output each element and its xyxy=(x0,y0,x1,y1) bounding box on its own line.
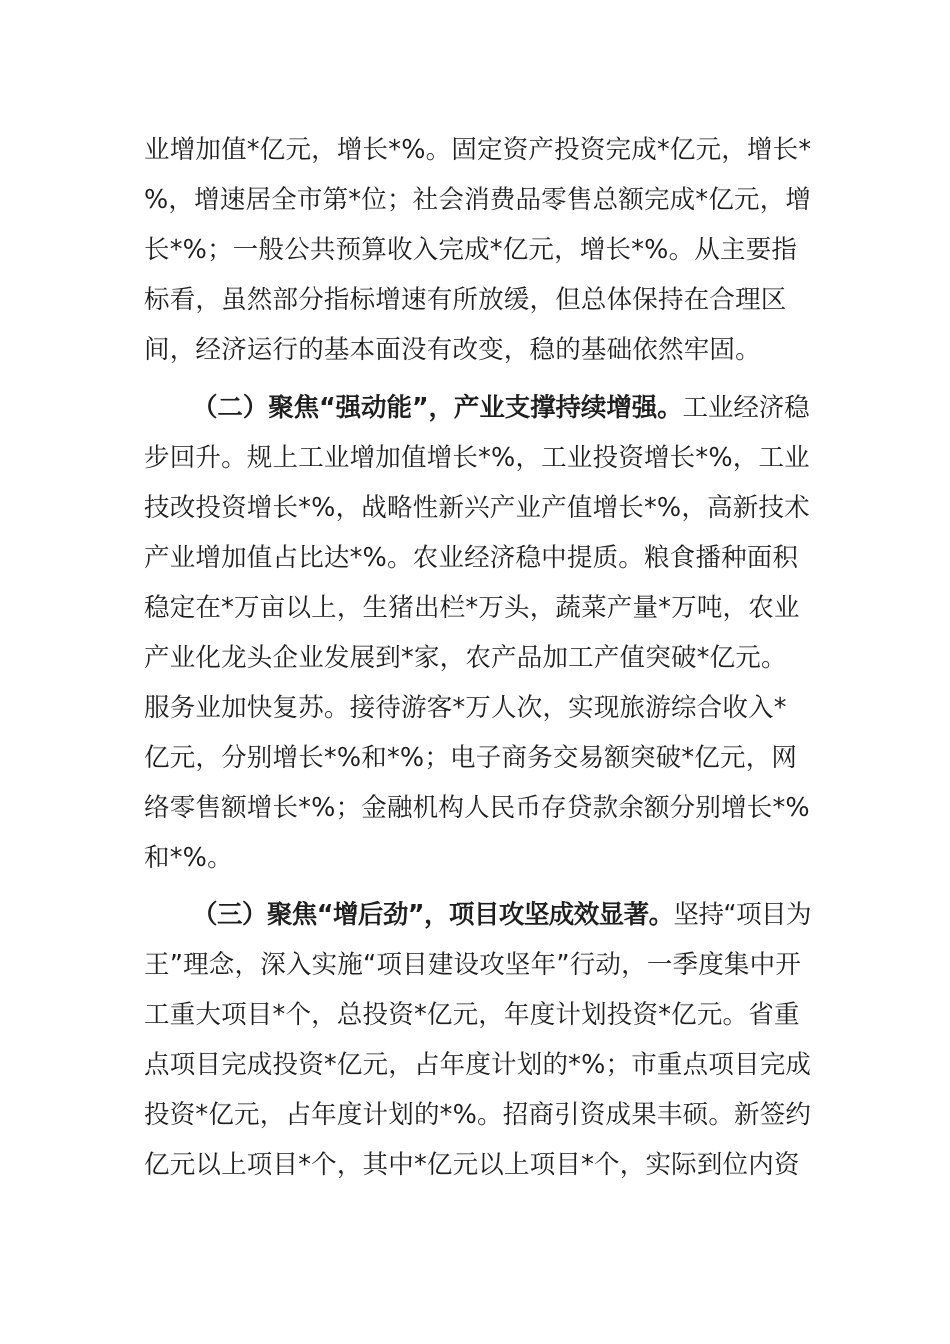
paragraph-line: 长*%；一般公共预算收入完成*亿元，增长*%。从主要指 xyxy=(144,235,798,265)
section-heading-line xyxy=(192,383,810,433)
paragraph-line: 投资*亿元，占年度计划的*%。招商引资成果丰硕。新签约 xyxy=(144,1100,812,1130)
paragraph-line: 产业化龙头企业发展到*家，农产品加工产值突破*亿元。 xyxy=(144,643,787,673)
paragraph-line: 王”理念，深入实施“项目建设攻坚年”行动，一季度集中开 xyxy=(144,950,802,980)
heading-continuation: 工业经济稳 xyxy=(682,393,810,423)
paragraph-line: 点项目完成投资*亿元，占年度计划的*%；市重点项目完成 xyxy=(144,1050,812,1080)
paragraph-line: 步回升。规上工业增加值增长*%，工业投资增长*%，工业 xyxy=(144,443,810,473)
paragraph-line: 和*%。 xyxy=(144,843,233,873)
section-heading-line xyxy=(192,890,811,940)
paragraph-line: 技改投资增长*%，战略性新兴产业产值增长*%，高新技术 xyxy=(144,493,810,523)
paragraph-line: 业增加值*亿元，增长*%。固定资产投资完成*亿元，增长* xyxy=(144,135,812,165)
section-heading: （二）聚焦“强动能”，产业支撑持续增强。 xyxy=(192,393,683,423)
paragraph-line: 络零售额增长*%；金融机构人民币存贷款余额分别增长*% xyxy=(144,793,810,823)
section-heading: （三）聚焦“增后劲”，项目攻坚成效显著。 xyxy=(192,900,674,930)
paragraph-line: 标看，虽然部分指标增速有所放缓，但总体保持在合理区 xyxy=(144,285,787,315)
paragraph-line: 亿元以上项目*个，其中*亿元以上项目*个，实际到位内资 xyxy=(144,1150,800,1180)
paragraph-line: 稳定在*万亩以上，生猪出栏*万头，蔬菜产量*万吨，农业 xyxy=(144,593,800,623)
paragraph-line: 亿元，分别增长*%和*%；电子商务交易额突破*亿元，网 xyxy=(144,743,798,773)
paragraph-line: 间，经济运行的基本面没有改变，稳的基础依然牢固。 xyxy=(144,335,761,365)
paragraph-line: 产业增加值占比达*%。农业经济稳中提质。粮食播种面积 xyxy=(144,543,799,573)
paragraph-line: 服务业加快复苏。接待游客*万人次，实现旅游综合收入* xyxy=(144,693,787,723)
paragraph-line: 工重大项目*个，总投资*亿元，年度计划投资*亿元。省重 xyxy=(144,1000,800,1030)
heading-continuation: 坚持“项目为 xyxy=(673,900,811,930)
paragraph-line: %，增速居全市第*位；社会消费品零售总额完成*亿元，增 xyxy=(144,185,812,215)
